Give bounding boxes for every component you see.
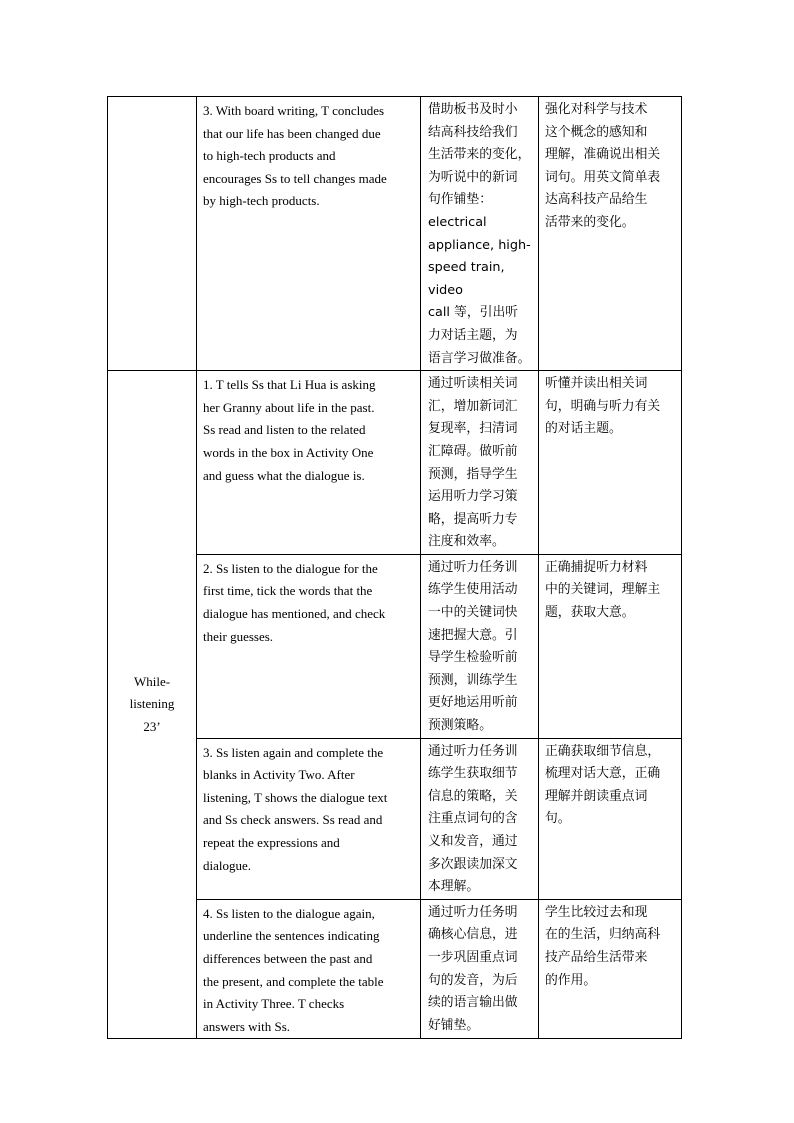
activity-text: 4. Ss listen to the dialogue again, underline the sentences indicating differences between the past and the present, and complete the table in Activity Three. T checks answers with Ss. [203,905,384,1034]
activity-cell [197,371,421,555]
effect-text: 听懂并读出相关词 句，明确与听力有关 的对话主题。 [545,376,661,437]
intention-cell [421,738,539,899]
stage-cell-empty [108,97,197,371]
stage-cell-while-listening [108,371,197,1039]
activity-cell [197,738,421,899]
intention-text: 通过听力任务明 确核心信息，进 一步巩固重点词 句的发音，为后 续的语言输出做 好铺垫。 [428,904,518,1033]
activity-cell [197,899,421,1039]
effect-cell [539,554,682,738]
activity-cell [197,554,421,738]
intention-text: 通过听力任务训 练学生获取细节 信息的策略，关 注重点词句的含 义和发音，通过 多次跟读加深文 本理解。 [428,743,518,895]
stage-label-line2: listening [129,696,175,712]
effect-text: 强化对科学与技术 这个概念的感知和 理解，准确说出相关 词句。用英文简单表 达高科技产品给生 活带来的变化。 [545,102,661,230]
intention-cell [421,97,539,371]
table-row [108,97,682,371]
lesson-plan-table [107,96,682,1039]
effect-text: 正确获取细节信息， 梳理对话大意，正确 理解并朗读重点词 句。 [545,743,661,827]
table-row [108,371,682,555]
effect-text: 学生比较过去和现 在的生活，归纳高科 技产品给生活带来 的作用。 [545,904,661,988]
intention-text: 通过听力任务训 练学生使用活动 一中的关键词快 速把握大意。引 导学生检验听前 预测，训练学生 更好地运用听前 预测策略。 [428,559,518,734]
intention-text: 借助板书及时小 结高科技给我们 生活带来的变化， 为听说中的新词 句作铺垫： electrical appliance, high- speed train, video call 等，引出听 力对话主题，为 语言学习做准备。 [428,102,531,366]
intention-cell [421,371,539,555]
effect-text: 正确捕捉听力材料 中的关键词，理解主 题，获取大意。 [545,559,661,621]
activity-text: 3. Ss listen again and complete the blanks in Activity Two. After listening, T shows the dialogue text and Ss check answers. Ss read and repeat the expressions and dialogue. [203,744,388,873]
effect-cell [539,899,682,1039]
stage-label-line1: While- [133,673,171,689]
effect-cell [539,371,682,555]
intention-text: 通过听读相关词 汇，增加新词汇 复现率，扫清词 汇障碍。做听前 预测，指导学生 运用听力学习策 略，提高听力专 注度和效率。 [428,376,518,550]
effect-cell [539,738,682,899]
activity-text: 3. With board writing, T concludes that our life has been changed due to high-tech products and encourages Ss to tell changes made by high-tech products. [203,103,387,209]
intention-cell [421,899,539,1039]
activity-cell [197,97,421,371]
intention-cell [421,554,539,738]
activity-text: 1. T tells Ss that Li Hua is asking her Granny about life in the past. Ss read and listen to the related words in the box in Activity One and guess what the dialogue is. [203,377,376,483]
activity-text: 2. Ss listen to the dialogue for the first time, tick the words that the dialogue has mentioned, and check their guesses. [203,560,386,644]
effect-cell [539,97,682,371]
stage-time: 23’ [143,718,161,734]
